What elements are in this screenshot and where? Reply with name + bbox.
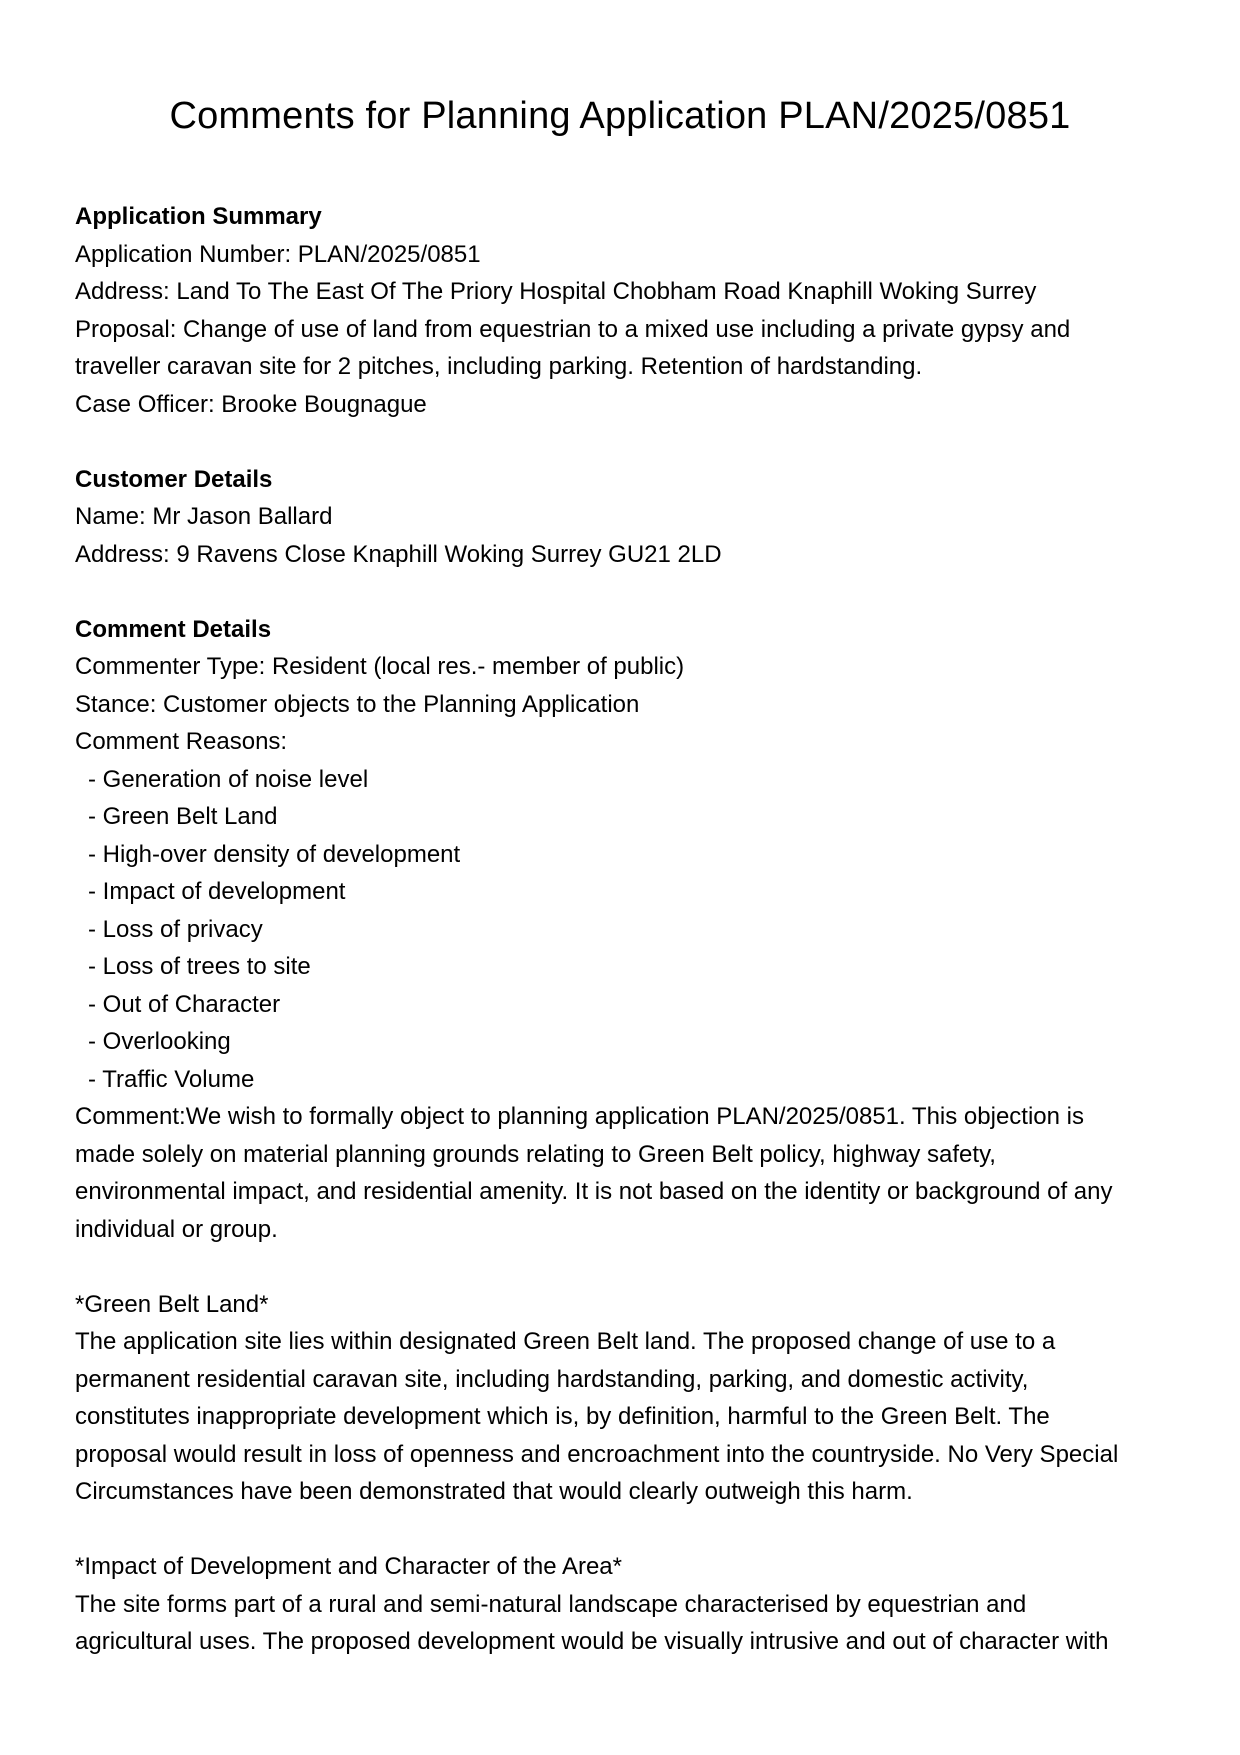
comment-reasons-label: Comment Reasons: [75,728,288,755]
green-belt-text-line: Circumstances have been demonstrated that would clearly outweigh this harm. [75,1478,913,1505]
impact-subheading: *Impact of Development and Character of the Area* [75,1553,622,1580]
comment-text-line: environmental impact, and residential amenity. It is not based on the identity or background of any [75,1178,1113,1205]
spacer [75,1511,1175,1549]
comment-details-heading: Comment Details [75,615,272,643]
comment-reason-item: - Traffic Volume [88,1065,255,1093]
comment-text-line: individual or group. [75,1215,278,1243]
green-belt-text-line: proposal would result in loss of openness and encroachment into the countryside. No Very Special [75,1440,1119,1468]
page-title: Comments for Planning Application PLAN/2025/0851 [169,95,1071,137]
green-belt-text-line: constitutes inappropriate development which is, by definition, harmful to the Green Belt. The [75,1403,1050,1430]
commenter-type: Commenter Type: Resident (local res.- member of public) [75,653,685,680]
comment-reason-item: - High-over density of development [88,840,461,868]
case-officer: Case Officer: Brooke Bougnague [75,390,427,418]
application-address: Address: Land To The East Of The Priory Hospital Chobham Road Knaphill Woking Surrey [75,278,1037,305]
stance: Stance: Customer objects to the Planning Application [75,690,640,718]
comment-text-line: Comment:We wish to formally object to planning application PLAN/2025/0851. This objection is [75,1103,1084,1130]
spacer [75,1248,1175,1286]
application-number: Application Number: PLAN/2025/0851 [75,240,481,268]
customer-details-heading: Customer Details [75,465,273,493]
comment-reason-item: - Green Belt Land [88,803,278,830]
comment-reason-item: - Loss of trees to site [88,953,311,980]
spacer [75,423,1175,461]
proposal-line-1: Proposal: Change of use of land from equestrian to a mixed use including a private gypsy and [75,315,1071,343]
proposal-line-2: traveller caravan site for 2 pitches, including parking. Retention of hardstanding. [75,353,923,380]
document-body [75,198,1175,1661]
comment-reason-item: - Loss of privacy [88,915,263,943]
customer-address: Address: 9 Ravens Close Knaphill Woking Surrey GU21 2LD [75,540,722,568]
green-belt-text-line: permanent residential caravan site, including hardstanding, parking, and domestic activity, [75,1365,1029,1393]
impact-text-line: agricultural uses. The proposed development would be visually intrusive and out of character with [75,1628,1109,1655]
green-belt-subheading: *Green Belt Land* [75,1290,269,1318]
impact-text-line: The site forms part of a rural and semi-natural landscape characterised by equestrian and [75,1590,1027,1618]
customer-name: Name: Mr Jason Ballard [75,503,333,530]
comment-reason-item: - Overlooking [88,1028,231,1055]
application-summary-heading: Application Summary [75,203,322,230]
comment-reason-item: - Out of Character [88,990,281,1018]
green-belt-text-line: The application site lies within designated Green Belt land. The proposed change of use to a [75,1328,1056,1355]
spacer [75,573,1175,611]
comment-text-line: made solely on material planning grounds relating to Green Belt policy, highway safety, [75,1140,996,1168]
comment-reason-item: - Impact of development [88,878,346,905]
comment-reason-item: - Generation of noise level [88,765,369,793]
